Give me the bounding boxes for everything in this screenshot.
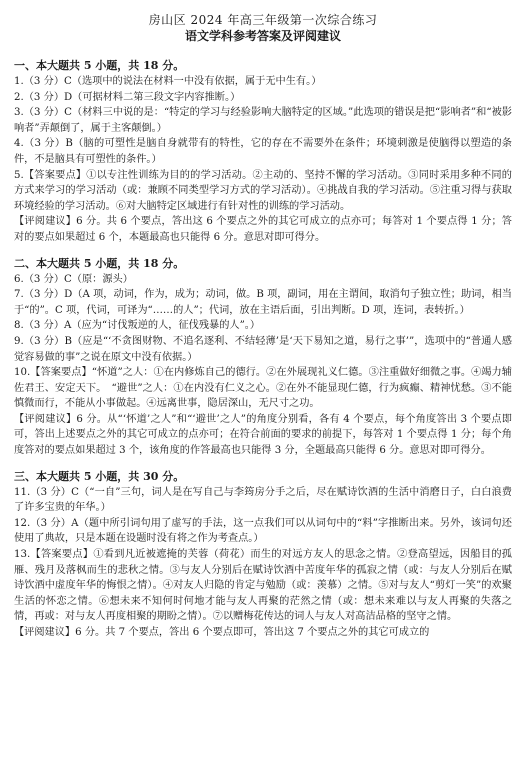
section-3 — [14, 469, 512, 641]
grading-note: 【评阅建议】6 分。从“‘怀道’之人”和“‘避世’之人”的角度分别看，各有 4 个要点，每个角度答出 3 个要点即可，答出上述要点之外的其它可成立的点亦可；在符合前面的要求的前提下，每答对 1 个要点得 1 分；每个角度答对的要点如果超过 3 个，该角度的作答最高也只能得 3 分，全题最高只能得 6 分。意思对即可得分。 — [14, 413, 512, 457]
section-heading: 二、本大题共 5 小题，共 18 分。 — [14, 256, 185, 270]
document-title: 房山区 2024 年高三年级第一次综合练习 — [148, 13, 378, 27]
answer-item-2: 2.（3 分）D（可据材料二第三段文字内容推断。） — [14, 91, 241, 103]
answer-item-10: 10.【答案要点】“怀道”之人：①在内修炼自己的德行。②在外展现礼义仁德。③注重做好细微之事。④竭力辅佐君王、安定天下。 “避世”之人：①在内没有仁义之心。②在外不能显现仁德，行为疯癫、精神忧愁。③不能慎微而行，不能从小事做起。④远离世事，隐居深山，无尺寸之功。 — [14, 367, 512, 410]
answer-item-5: 5.【答案要点】①以专注性训练为目的的学习活动。②主动的、坚持不懈的学习活动。③同时采用多种不同的方式来学习的学习活动（或：兼顾不同类型学习方式的学习活动）。④挑战自我的学习活动。⑤注重习得与获取环境经验的学习活动。⑥对大脑特定区域进行有针对性的训练的学习活动。 — [14, 169, 512, 212]
section-heading: 三、本大题共 5 小题，共 30 分。 — [14, 469, 185, 483]
answer-item-7: 7.（3 分）D（A 项，动词，作为，成为；动词，做。B 项，副词，用在主谓间，取消句子独立性；助词，相当于“的”。C 项，代词，可译为“……的人”；代词，放在主语后面，引出判断。D 项，连词，表转折。） — [14, 289, 512, 316]
answer-item-3: 3.（3 分）C（材料三中说的是：“特定的学习与经验影响大脑特定的区域。”此选项的错误是把“影响者”和“被影响者”弄颠倒了，属于主客颠倒。） — [14, 107, 512, 134]
answer-item-4: 4.（3 分）B（脑的可塑性是脑自身就带有的特性，它的存在不需要外在条件；环境刺激是使脑得以塑造的条件，不是脑具有可塑性的条件。） — [14, 138, 512, 165]
grading-note: 【评阅建议】6 分。共 7 个要点，答出 6 个要点即可，答出这 7 个要点之外的其它可成立的 — [14, 627, 430, 638]
section-1 — [14, 58, 512, 246]
answer-item-1: 1.（3 分）C（选项中的说法在材料一中没有依据，属于无中生有。） — [14, 76, 322, 87]
grading-note: 【评阅建议】6 分。共 6 个要点，答出这 6 个要点之外的其它可成立的点亦可；每答对 1 个要点得 1 分；答对的要点如果超过 6 个，本题最高也只能得 6 分。意思对即可得分。 — [14, 216, 512, 243]
answer-item-8: 8.（3 分）A（应为“讨伐叛逆的人，征伐残暴的人”。） — [14, 320, 261, 332]
answer-item-9: 9.（3 分）B（应是“‘不贪图财物、不追名逐利、不结轻薄’是‘天下易知之道，易行之事’”，选项中的“普通人感觉容易做的事”之说在原文中没有依据。） — [14, 335, 512, 363]
answer-item-12: 12.（3 分）A（题中所引词句用了虚写的手法，这一点我们可以从词句中的“料”字推断出来。另外，该词句还使用了典故，只是本题在设题时没有将之作为考查点。） — [14, 517, 512, 545]
answer-item-6: 6.（3 分）C（原：源头） — [14, 273, 133, 285]
section-heading: 一、本大题共 5 小题，共 18 分。 — [14, 59, 185, 72]
section-2 — [14, 256, 512, 459]
answer-item-11: 11.（3 分）C（“一自”三句，词人是在写自己与李筠房分手之后，尽在赋诗饮酒的生活中消磨日子，白白浪费了许多宝贵的年华。） — [14, 486, 512, 514]
document-subtitle: 语文学科参考答案及评阅建议 — [184, 29, 341, 43]
answer-item-13: 13.【答案要点】①看到凡近被遮掩的芙蓉（荷花）而生的对远方友人的思念之情。②登高望远，因船目的孤雁、残月及落枫而生的悲秋之情。③与友人分别后在赋诗饮酒中苦度年华的孤寂之情（或：与友人分别后在赋诗饮酒中虚度年华的悔恨之情）。④对友人归隐的肯定与勉励（或：羡慕）之情。⑤对与友人“剪灯一笑”的欢聚生活的怀恋之情。⑥想未来不知何时何地才能与友人再聚的茫然之情（或：想未来难以与友人再聚的失落之情，再或：对与友人再度相聚的期盼之情）。⑦以赠梅花传达的词人与友人对高洁品格的坚守之情。 — [14, 549, 512, 623]
